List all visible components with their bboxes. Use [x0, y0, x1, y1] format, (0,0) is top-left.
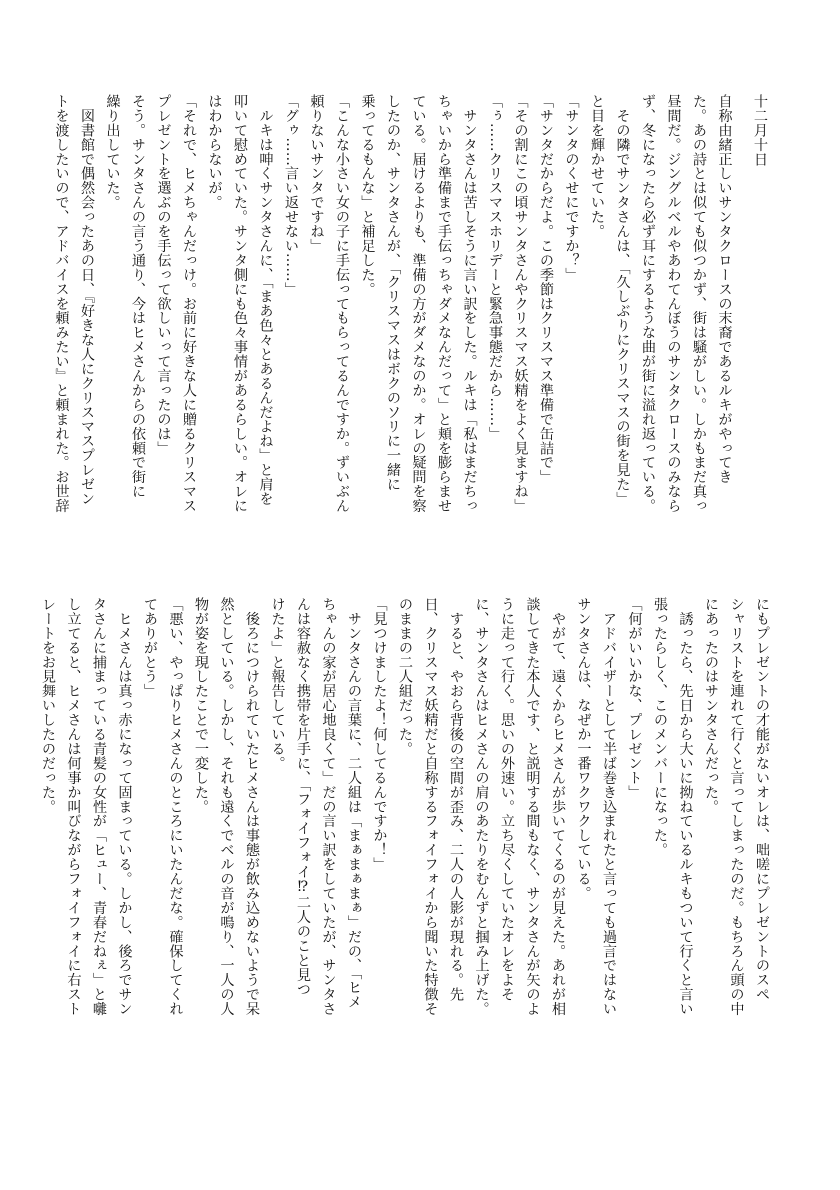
text-line: 「それで、ヒメちゃんだっけ。お前に好きな人に贈るクリスマス [181, 94, 197, 514]
text-line: タさんに捕まっている青髪の女性が「ヒュー、青春だねぇ」と囃 [91, 597, 107, 1017]
text-line: ルキは呻くサンタさんに、「まあ色々とあるんだよね」と肩を [257, 94, 274, 506]
text-line: ヒメさんは真っ赤になって固まっている。しかし、後ろでサン [116, 597, 133, 1017]
text-line: 繰り出していた。 [104, 94, 121, 210]
text-line: 図書館で偶然会ったあの日、『好きな人にクリスマスプレゼン [79, 94, 95, 506]
text-line: 誘ったら、先日から大いに拗ねているルキもついて行くと言い [677, 597, 694, 1017]
text-line: し立てると、ヒメさんは何事か叫びながらフォイフォイに右スト [65, 597, 82, 1017]
text-line: 「何がいいかな、プレゼント」 [626, 597, 643, 800]
text-line: プレゼントを選ぶのを手伝って欲しいって言ったのは」 [155, 94, 172, 456]
text-line: 昼間だ。ジングルベルやあわてんぼうのサンタクロースのみなら [665, 94, 682, 514]
text-line: 張ったらしく、このメンバーになった。 [652, 597, 668, 858]
text-line: トを渡したいので、アドバイスを頼みたい』と頼まれた。お世辞 [53, 94, 70, 514]
text-line: サンタさんは苦しそうに言い訳をした。ルキは「私はまだちっ [461, 94, 478, 514]
text-line: ちゃいから準備まで手伝っちゃダメなんだって」と頬を膨らませ [436, 94, 452, 514]
text-line: にあったのはサンタさんだった。 [703, 597, 719, 814]
text-line: 物が姿を現したことで一変した。 [193, 597, 209, 814]
text-line: 叩いて慰めていた。サンタ側にも色々事情があるらしい。オレに [232, 94, 248, 514]
text-line: その隣でサンタさんは、「久しぶりにクリスマスの街を見た」 [614, 94, 631, 506]
text-line: ちゃんの家が居心地良くて」だの言い訳をしていたが、サンタさ [320, 597, 337, 1017]
text-line: と目を輝かせていた。 [589, 94, 605, 239]
text-line: 後ろにつけられていたヒメさんは事態が飲み込めないようで呆 [244, 597, 260, 1017]
text-line: ず、冬になったら必ず耳にするような曲が街に溢れ返っている。 [640, 94, 656, 514]
text-line: サンタさんは、なぜか一番ワクワクしている。 [575, 597, 592, 901]
text-line: サンタさんの言葉に、二人組は「まぁまぁまぁ」だの、「ヒメ [346, 597, 362, 1009]
text-line: のままの二人組だった。 [397, 597, 413, 756]
text-line: 「サンタだからだよ。この季節はクリスマス準備で缶詰で」 [538, 94, 554, 485]
lower-text-block [40, 597, 774, 1097]
text-line: 「悪い、やっぱりヒメさんのところにいたんだな。確保してくれ [167, 597, 184, 1017]
upper-text-block [53, 94, 772, 572]
text-line: はわからないが。 [206, 94, 223, 210]
text-line: そう。サンタさんの言う通り、今はヒメさんからの依頼で街に [130, 94, 146, 499]
text-line: 「サンタのくせにですか？」 [563, 94, 580, 282]
text-line: てありがとう」 [142, 597, 158, 699]
text-line: やがて、遠くからヒメさんが歩いてくるのが見えた。あれが相 [550, 597, 566, 1017]
text-line: に、サンタさんはヒメさんの肩のあたりをむんずと掴み上げた。 [473, 597, 490, 1017]
text-line: 「ぅ……クリスマスホリデーと緊急事態だから……」 [487, 94, 503, 441]
text-line: アドバイザーとして半ば巻き込まれたと言っても過言ではない [601, 597, 617, 1017]
text-line: けたよ」と報告している。 [269, 597, 286, 771]
text-line: 談してきた本人です、と説明する間もなく、サンタさんが矢のよ [524, 597, 541, 1017]
text-line: 「こんな小さい女の子に手伝ってもらってるんですか。ずいぶん [334, 94, 350, 514]
text-line: 「見つけましたよ！何してるんですか！」 [371, 597, 388, 872]
text-line: 日、クリスマス妖精だと自称するフォイフォイから聞いた特徴そ [422, 597, 439, 1017]
text-line: 乗ってるもんな」と補足した。 [359, 94, 376, 297]
text-line: 然としている。しかし、それも遠くでベルの音が鳴り、一人の人 [218, 597, 235, 1017]
text-line: すると、やおら背後の空間が歪み、二人の人影が現れる。先 [448, 597, 464, 1002]
text-line: た。あの詩とは似ても似つかず、街は騒がしい。しかもまだ真っ [691, 94, 707, 514]
text-line: したのか、サンタさんが、「クリスマスはボクのソリに一緒に [385, 94, 401, 492]
text-line: 「その割にこの頃サンタさんやクリスマス妖精をよく見ますね」 [512, 94, 529, 514]
text-line: んは容赦なく携帯を片手に、「フォイフォイ⁉二人のこと見つ [295, 597, 311, 997]
text-line: レートをお見舞いしたのだった。 [40, 597, 56, 814]
text-line: うに走って行く。思いの外速い。立ち尽くしていたオレをよそ [499, 597, 515, 1002]
text-line: 自称由緒正しいサンタクロースの末裔であるルキがやってき [716, 94, 733, 485]
text-line: 頼りないサンタですね」 [308, 94, 325, 253]
text-line: シャリストを連れて行くと言ってしまったのだ。もちろん頭の中 [728, 597, 745, 1017]
chapter-date-heading: 十二月十日 [752, 94, 768, 167]
text-line: 「グゥ……言い返せない……」 [283, 94, 299, 297]
text-line: にもプレゼントの才能がないオレは、咄嗟にプレゼントのスペ [754, 597, 770, 1002]
text-line: ている。届けるよりも、準備の方がダメなのか。オレの疑問を察 [410, 94, 427, 514]
